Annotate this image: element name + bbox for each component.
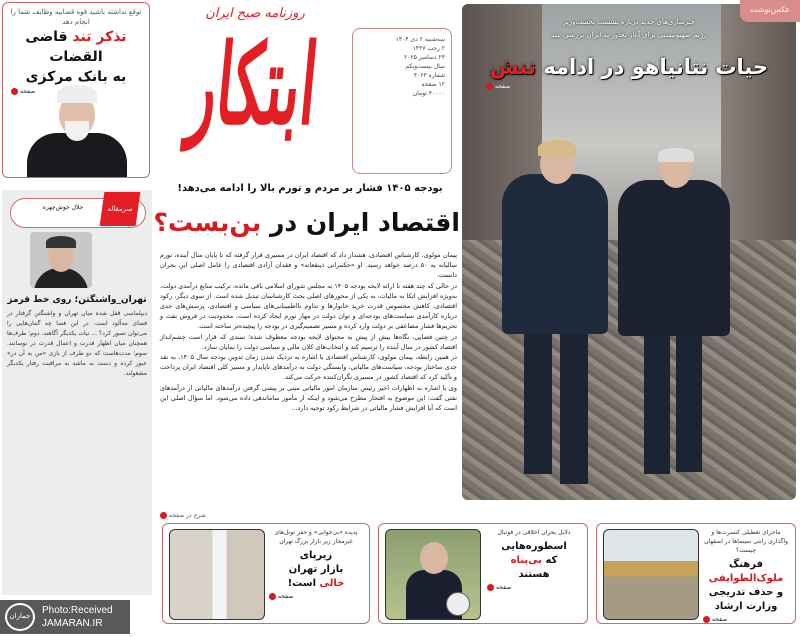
page-ref[interactable]: صفحه	[3, 87, 149, 96]
newspaper-logo: ابتکار	[183, 20, 323, 150]
page-dot-icon	[487, 584, 494, 591]
card-isfahan[interactable]	[596, 523, 796, 624]
card-headline: فرهنگ ملوک‌الطوایفی و حذف تدریجی وزارت ارشاد	[708, 559, 784, 612]
card-football[interactable]	[378, 523, 588, 624]
editorial-title[interactable]: تهران_واشنگتن؛ روی خط قرمز	[7, 295, 147, 305]
masthead	[160, 0, 460, 178]
issue-info: سه‌شنبه ۲ دی ۱۴۰۴ ۲ رجب ۱۴۴۷ ۲۳ دسامبر ۲۰۲۵ سال بیست‌ویکم شماره ۴۰۶۳ ۱۲ صفحه ۴۰۰۰۰ تومان	[352, 28, 452, 174]
author-photo	[30, 232, 92, 288]
card-headline: اسطوره‌هایی که بی‌پناه هستند	[501, 541, 567, 580]
card-kicker: دلایل بحران اخلاقی در فوتبال	[497, 529, 571, 536]
slogan: روزنامه صبح ایران	[205, 6, 305, 21]
page-dot-icon	[11, 88, 18, 95]
page-ref[interactable]: صفحه	[485, 583, 583, 592]
main-story-body: پیمان مولوی، کارشناس اقتصادی، هشدار داد که اقتصاد ایران در مسیری قرار گرفته که تا پایان سال آینده، تورم سالیانه به ۵۰ درصد خواهد رسید. او «حکمرانی ذینفعانه» و فقدان آزادی اقتصادی را عامل اصلی این بحران دانست. در حالی که چند هفته تا ارائه لایحه بودجه ۱۴۰۵ به مجلس شورای اسلامی باقی مانده، ترکیب منابع درآمدی دولت، به‌ویژه افزایش اتکا به مالیات، به یکی از محورهای اصلی بحث کارشناسان تبدیل شده است. از سوی دیگر، رکود اقتصادی، کاهش محسوس قدرت خرید خانوارها و تداوم نااطمینانی‌های سیاسی و اقتصادی، پرسش‌های جدی درباره کارآمدی سیاست‌های بودجه‌ای و توان دولت در مهار تورم ایجاد کرده است. محدودیت در فروش نفت و تحریم‌ها فشار مضاعفی بر دولت وارد کرده و مسیر تصمیم‌گیری در بودجه را پیچیده‌تر ساخته است. در چنین فضایی، نگاه‌ها بیش از پیش به محتوای لایحه بودجه معطوف شده؛ سندی که قرار است چشم‌انداز اقتصاد کشور در سال آینده را ترسیم کند و انتخاب‌های کلان مالی و سیاسی دولت را نمایان سازد. در همین رابطه، پیمان مولوی، کارشناس اقتصادی با اشاره به نزدیک شدن زمان تدوین بودجه سال ۱۴۰۵، به نقد جدی ساختار بودجه، سیاست‌های مالیاتی، وابستگی دولت به درآمدهای ناپایدار و مسیر کلی اقتصاد ایران پرداخت و تأکید کرد که اقتصاد کشور در مسیری نگران‌کننده حرکت می‌کند. وی با اشاره به اظهارات اخیر رئیس سازمان امور مالیاتی مبنی بر پیشی گرفتن درآمدهای مالیاتی از درآمدهای نفتی گفت: این موضوع به افتخار مطرح می‌شود و اینکه از مأمور ساماندهی داده می‌شود. اما سؤال اصلی این است که آیا افزایش فشار مالیاتی در شرایط رکود توجیه دارد...	[160, 251, 458, 413]
judge-photo	[23, 85, 131, 177]
story-headline: تذکر تند قاضی القضات	[25, 29, 127, 65]
card-image	[385, 529, 481, 620]
main-subhead: بودجه ۱۴۰۵ فشار بر مردم و تورم بالا را ادامه می‌دهد!	[177, 183, 443, 194]
editorial-badge: سرمقاله	[100, 192, 141, 226]
editorial-column	[2, 190, 152, 595]
story-headline-line2: به بانک مرکزی	[25, 69, 127, 85]
card-headline: زیرپای بازار تهران خالی است!	[287, 550, 345, 589]
page-ref[interactable]: صفحه	[267, 592, 365, 601]
card-image	[603, 529, 699, 620]
jamaran-logo: جماران	[5, 603, 35, 631]
card-bazaar[interactable]	[162, 523, 370, 624]
photo-story[interactable]	[462, 4, 796, 500]
continue-link[interactable]: شرح در صفحه	[160, 511, 240, 520]
main-headline[interactable]: اقتصاد ایران در بن‌بست؟	[153, 208, 460, 237]
card-kicker: پدیده «بی‌خوابی» و حفر تونل‌های غیرمجاز زیر بازار بزرگ تهران	[274, 529, 358, 545]
author-name: جلال خوش‌چهره	[42, 204, 84, 211]
page-ref[interactable]: صفحه	[701, 615, 791, 624]
page-dot-icon	[703, 616, 710, 623]
page-dot-icon	[160, 512, 167, 519]
corner-label: عکس‌نوشت	[740, 0, 800, 22]
editorial-text: دیپلماسی قفل شده میان تهران و واشنگتن گرفتار در فضای مه‌آلود است. در این فضا چه گمان‌هایی را می‌توان تصور کرد؟ ... نیات یکدیگر آگاهند. دوم؛ طرف‌ها همچنان میان اظهار قدرت و اعمال قدرت در نوسانند. سوم؛ مدت‌هاست که دو طرف از بازی «من به آن در» عبور کرده و دست به ماشه به مراقبت رفتار یکدیگر مشغولند.	[7, 310, 147, 377]
page-dot-icon	[269, 593, 276, 600]
card-image	[169, 529, 265, 620]
page-dot-icon	[486, 83, 493, 90]
story-kicker: توقع نداشته باشید قوه قضاییه وظایف شما را انجام دهد	[10, 8, 142, 26]
card-kicker: ماجرای تعطیلی کنسرت‌ها و واگذاری رانتی سینماها در اصفهان چیست؟	[704, 529, 788, 554]
photo-kicker: خبرسازی‌های جدید درباره نشست نخست‌وزیر رژیم صهیونیستی برای آغاز تجاوز به ایران بررسی شد	[551, 18, 707, 39]
photo-headline: حیات نتانیاهو در ادامه تنش	[489, 55, 769, 79]
top-left-story[interactable]	[2, 2, 150, 178]
page-ref[interactable]: صفحه	[476, 82, 782, 91]
photo-watermark: جماران Photo:Received JAMARAN.IR	[0, 600, 130, 634]
